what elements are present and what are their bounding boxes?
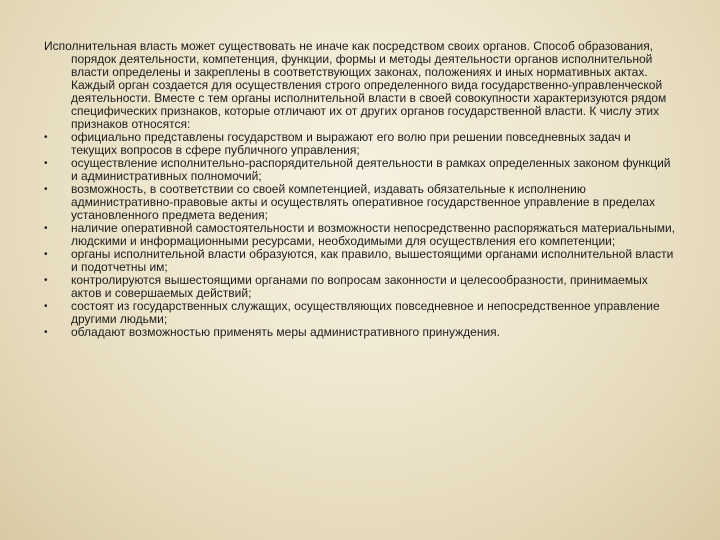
bullet-icon: • — [44, 132, 48, 143]
bullet-list — [44, 131, 680, 339]
list-item — [44, 274, 680, 300]
list-item-text: возможность, в соответствии со своей компетенцией, издавать обязательные к исполнению административно-правовые акты и осуществлять оперативное государственное управление в пределах установленного предмета ведения; — [71, 182, 656, 222]
list-item — [44, 326, 680, 339]
list-item — [44, 222, 680, 248]
list-item — [44, 131, 680, 157]
bullet-icon: • — [44, 301, 48, 312]
intro-paragraph: Исполнительная власть может существовать не иначе как посредством своих органов. Способ образования, порядок деятельности, компетенция, функции, формы и методы деятельности органов исполнительной власти определены и закреплены в соответствующих законах, положениях и иных нормативных актах. Каждый орган создается для осуществления строго определенного вида государственно-управленческой деятельности. Вместе с тем органы исполнительной власти в своей совокупности характеризуются рядом специфических признаков, которые отличают их от других органов государственной власти. К числу этих признаков относятся: — [44, 39, 667, 131]
bullet-icon: • — [44, 249, 48, 260]
bullet-icon: • — [44, 184, 48, 195]
list-item-text: обладают возможностью применять меры административного принуждения. — [71, 325, 501, 339]
list-item-text: органы исполнительной власти образуются, как правило, вышестоящими органами исполнительной власти и подотчетны им; — [71, 247, 674, 274]
bullet-icon: • — [44, 327, 48, 338]
list-item-text: осуществление исполнительно-распорядительной деятельности в рамках определенных законом функций и административных полномочий; — [71, 156, 671, 183]
bullet-icon: • — [44, 275, 48, 286]
bullet-icon: • — [44, 158, 48, 169]
list-item — [44, 248, 680, 274]
text-block — [44, 40, 680, 339]
list-item — [44, 157, 680, 183]
list-item-text: наличие оперативной самостоятельности и возможности непосредственно распоряжаться материальными, людскими и информационными ресурсами, необходимыми для осуществления его компетенции; — [71, 221, 675, 248]
list-item — [44, 300, 680, 326]
list-item — [44, 183, 680, 222]
list-item-text: контролируются вышестоящими органами по вопросам законности и целесообразности, принимаемых актов и совершаемых действий; — [71, 273, 648, 300]
list-item-text: состоят из государственных служащих, осуществляющих повседневное и непосредственное управление другими людьми; — [71, 299, 660, 326]
list-item-text: официально представлены государством и выражают его волю при решении повседневных задач и текущих вопросов в сфере публичного управления; — [71, 130, 631, 157]
bullet-icon: • — [44, 223, 48, 234]
